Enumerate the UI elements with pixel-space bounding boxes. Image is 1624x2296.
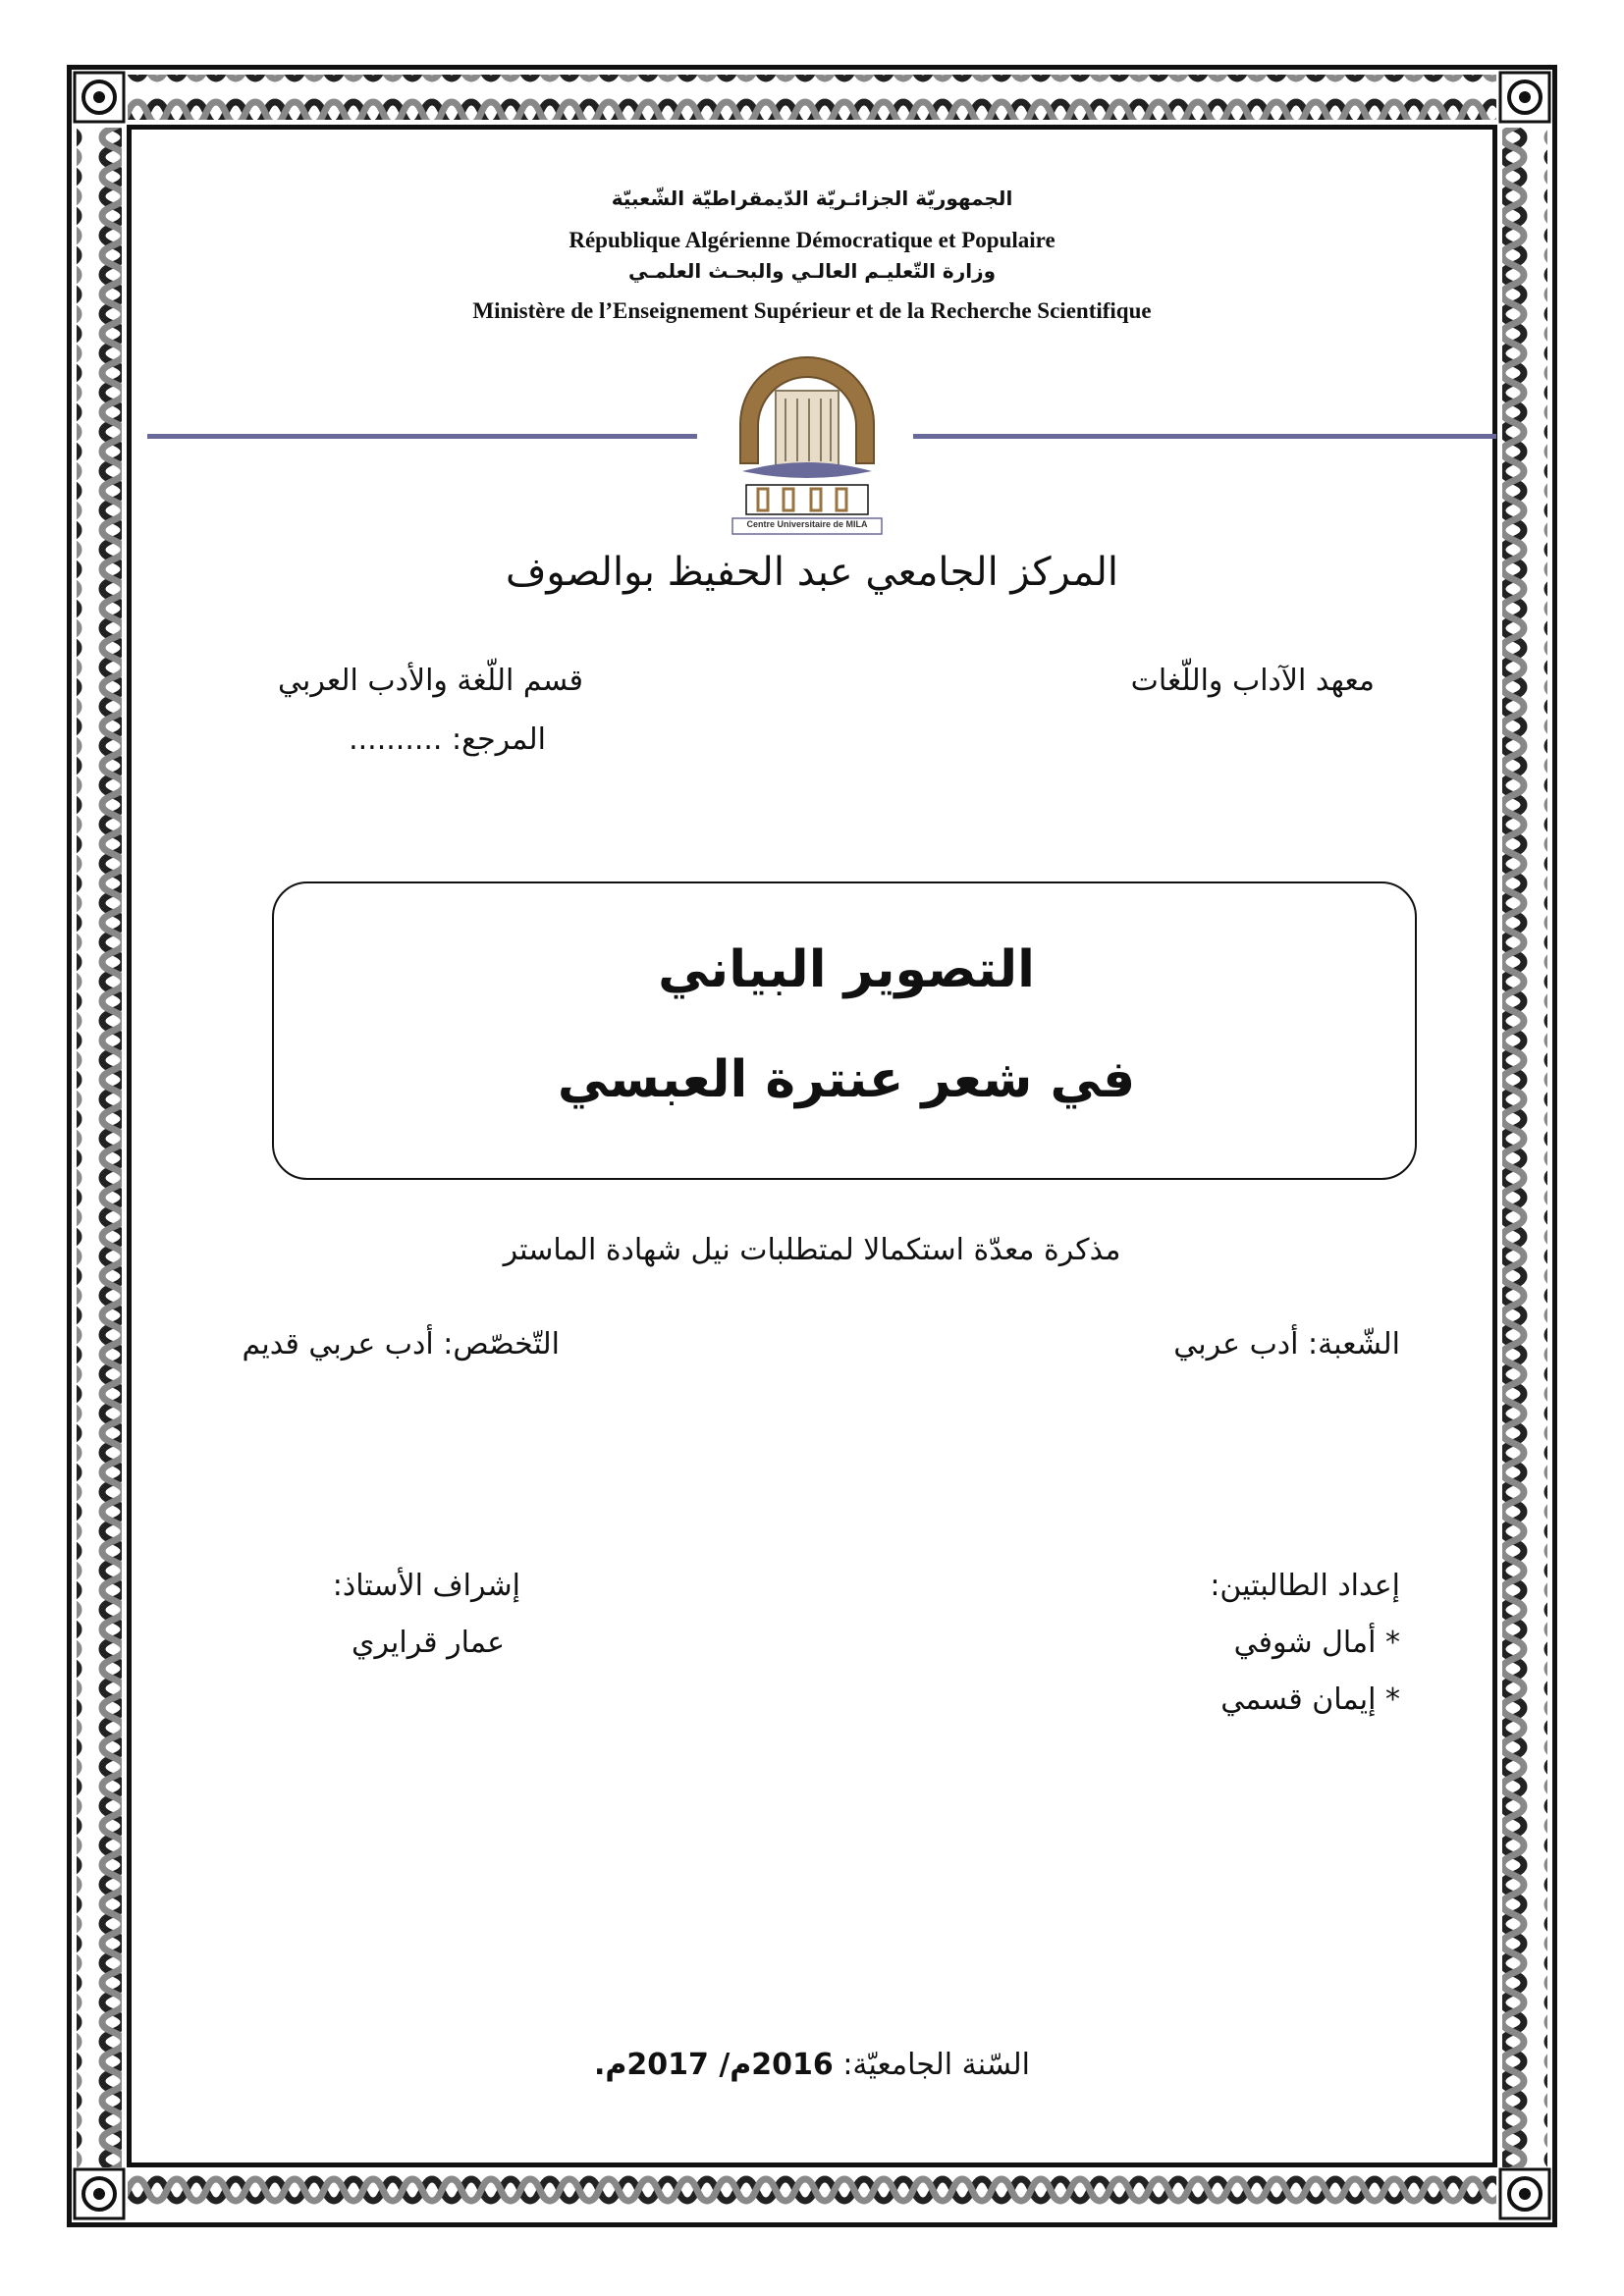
academic-year <box>393 2048 1231 2082</box>
thesis-title-line2: في شعر عنترة العبسي <box>557 1050 1136 1109</box>
academic-year-label: السّنة الجامعيّة: <box>842 2048 1030 2082</box>
supervisor-name: عمار قرايري <box>351 1626 505 1660</box>
thesis-title-box <box>272 881 1417 1180</box>
university-name: المركز الجامعي عبد الحفيظ بوالصوف <box>505 550 1119 595</box>
thesis-note: مذكرة معدّة استكمالا لمتطلبات نيل شهادة الماستر <box>503 1233 1121 1267</box>
students-label: إعداد الطالبتين: <box>1210 1569 1400 1603</box>
department-name: قسم اللّغة والأدب العربي <box>277 664 583 698</box>
supervisor-label: إشراف الأستاذ: <box>332 1569 520 1603</box>
specialty: التّخصّص: أدب عربي قديم <box>242 1327 560 1362</box>
divider-left <box>147 434 697 439</box>
republic-french: République Algérienne Démocratique et Populaire <box>568 228 1056 252</box>
institute-name: معهد الآداب واللّغات <box>1130 664 1375 698</box>
ministry-arabic: وزارة التّعليـم العالـي والبحـث العلمـي <box>627 259 997 283</box>
student-name: * إيمان قسمي <box>1220 1682 1400 1717</box>
branch: الشّعبة: أدب عربي <box>1173 1327 1400 1362</box>
ministry-french: Ministère de l’Enseignement Supérieur et de la Recherche Scientifique <box>472 298 1152 323</box>
divider-right <box>913 434 1496 439</box>
academic-year-value: 2016م/ 2017م. <box>593 2048 834 2082</box>
reference-number: المرجع: .......... <box>349 722 546 757</box>
university-logo <box>725 355 890 538</box>
thesis-title-line1: التصوير البياني <box>658 940 1035 999</box>
student-name: * أمال شوفي <box>1233 1626 1400 1660</box>
republic-arabic: الجمهوريّة الجزائـريّة الدّيمقراطيّة الشّعبيّة <box>611 187 1013 210</box>
logo-caption: Centre Universitaire de MILA <box>746 519 868 529</box>
